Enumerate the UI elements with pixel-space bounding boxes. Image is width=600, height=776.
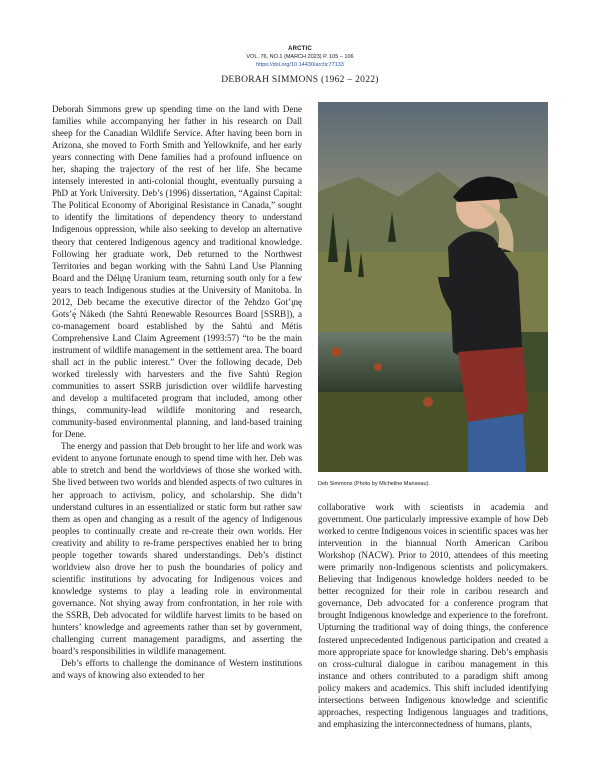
photo-illustration	[318, 102, 548, 472]
paragraph: Deborah Simmons grew up spending time on the land with Dene families while accompanying her father in his research on Dall sheep for the Canadian Wildlife Service. After having been born in Arizona, she moved to Forth Smith and Yellowknife, and her early years connecting with Dene families had a profound influence on her, shaping the trajectory of the rest of her life. She became intensely interested in anti-colonial thought, eventually pursuing a PhD at York University. Deb’s (1996) dissertation, “Against Capital: The Political Economy of Aboriginal Resistance in Canada,” sought to identify the limitations of dependency theory to understand Indigenous oppression, while also seeking to develop an alternative theory that centered Indigenous agency and traditional knowledge. Following her graduate work, Deb returned to the Northwest Territories and began working with the Sahtú Land Use Planning Board and the Délı̨nę Uranium team, returning south only for a few years to teach Indigenous studies at the University of Manitoba. In 2012, Deb became the executive director of the ʔehdzo Got’ı̨nę Gots’ę́ Nákedı (the Sahtú Renewable Resources Board [SSRB]), a co-management board established by the Sahtú and Métis Comprehensive Land Claim Agreement (1993:57) “to be the main instrument of wildlife management in the settlement area. The board shall act in the public interest.” Over the following decade, Deb worked tirelessly with harvesters and the five Sahtú Region communities to assert SSRB jurisdiction over wildlife harvesting and develop a multifaceted program that included, among other things, community-lead wildlife monitoring and research, community-based environmental planning, and land-based training for Dene.	[52, 104, 302, 440]
journal-header	[0, 45, 600, 69]
paragraph: Deb’s efforts to challenge the dominance of Western institutions and ways of knowing also extended to her	[52, 658, 302, 681]
article-title: DEBORAH SIMMONS (1962 – 2022)	[221, 75, 379, 85]
doi-link[interactable]: https://doi.org/10.14430/arctic77133	[256, 62, 344, 68]
portrait-photo	[318, 102, 548, 472]
volume-info: VOL. 76, NO.1 (MARCH 2023) P. 105 – 106	[246, 54, 354, 60]
journal-name: ARCTIC	[288, 46, 312, 52]
paragraph: The energy and passion that Deb brought to her life and work was evident to anyone fortunate enough to spend time with her. Deb was able to stretch and bend the worldviews of those she worked with. She lived between two worlds and blended aspects of two cultures in her approach to activism, policy, and scholarship. She didn’t understand cultures in an essentialized or static form but rather saw them as open and changing as a result of the agency of Indigenous peoples to continually create and re-create their own worlds. Her creativity and ability to re-frame perspectives enabled her to bring people together towards shared understandings. Deb’s distinct worldview also drove her to push the boundaries of policy and scientific institutions by advocating for Indigenous voices and knowledge systems to play a leading role in environmental governance. Not shying away from confrontation, in her role with the SSRB, Deb advocated for wildlife harvest limits to be based on hunters’ knowledge and agreements rather than set by government, challenging current management paradigms, and asserting the board’s responsibilities in wildlife management.	[52, 441, 302, 657]
paragraph: collaborative work with scientists in academia and government. One particularly impressive example of how Deb worked to centre Indigenous voices in scientific spaces was her intervention in the biannual North American Caribou Workshop (NACW). Prior to 2010, attendees of this meeting were primarily non-Indigenous scientists and policymakers. Believing that Indigenous knowledge holders needed to be better recognized for their role in caribou research and governance, Deb advocated for a conference program that brought Indigenous knowledge and experience to the forefront. Upturning the traditional way of doing things, the conference fostered unprecedented Indigenous participation and created a more appropriate space for knowledge sharing. Deb’s emphasis on cross-cultural dialogue in caribou management in this instance and others contributed to a paradigm shift among policy makers and academics. This shift included identifying intersections between Indigenous knowledge and scientific approaches, respecting Indigenous languages and traditions, and emphasizing the interconnectedness of humans, plants,	[318, 502, 548, 729]
left-column	[52, 103, 302, 681]
photo-caption: Deb Simmons (Photo by Micheline Manseau).	[318, 481, 430, 487]
right-column	[318, 501, 548, 730]
